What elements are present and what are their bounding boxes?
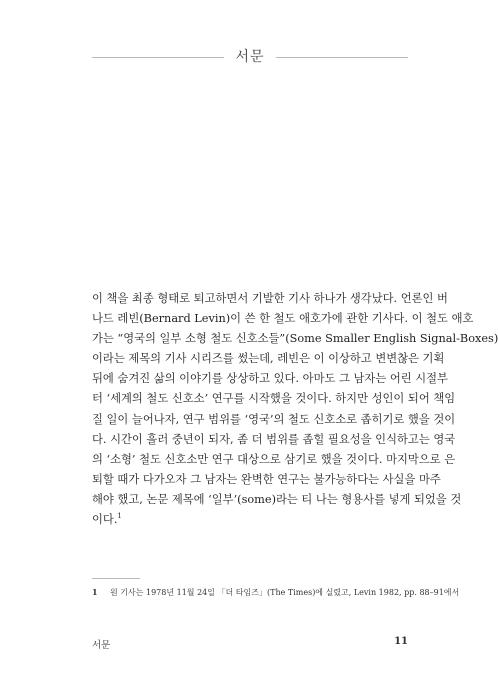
body-line: 가는 “영국의 일부 소형 철도 신호소들”(Some Smaller English Signal-Boxes) — [92, 332, 498, 346]
body-line-last — [92, 510, 408, 530]
body-line: 퇴할 때가 다가오자 그 남자는 완벽한 연구는 불가능하다는 사실을 마주 — [92, 472, 441, 486]
page-number: 11 — [394, 636, 408, 647]
body-line-text: 이다. — [92, 513, 118, 527]
running-footer-label: 서문 — [92, 640, 111, 651]
footnote — [92, 586, 460, 599]
body-paragraph — [92, 289, 498, 530]
chapter-title: 서문 — [235, 49, 265, 65]
body-line: 이 책을 최종 형태로 퇴고하면서 기발한 기사 하나가 생각났다. 언론인 버 — [92, 292, 448, 305]
header-rule-right — [276, 57, 408, 58]
footnote-number: 1 — [92, 587, 98, 597]
footnote-divider — [92, 578, 140, 579]
body-line: 이라는 제목의 기사 시리즈를 썼는데, 레빈은 이 이상하고 변변찮은 기획 — [92, 352, 445, 366]
body-line: 의 ‘소형’ 철도 신호소만 연구 대상으로 삼기로 했을 것이다. 마지막으로 은 — [92, 452, 456, 466]
body-line: 터 ‘세계의 철도 신호소’ 연구를 시작했을 것이다. 하지만 성인이 되어 책임 — [92, 392, 456, 406]
body-line: 다. 시간이 흘러 중년이 되자, 좀 더 범위를 좁힐 필요성을 인식하고는 영국 — [92, 432, 456, 446]
body-line: 질 일이 늘어나자, 연구 범위를 ‘영국’의 철도 신호소로 좁히기로 했을 것이 — [92, 412, 456, 426]
footnote-reference[interactable]: 1 — [117, 512, 122, 521]
footnote-text: 원 기사는 1978년 11월 24일 「더 타임즈」(The Times)에 실렸고, Levin 1982, pp. 88–91에서 — [110, 588, 460, 597]
body-line: 뒤에 숨겨진 삶의 이야기를 상상하고 있다. 아마도 그 남자는 어린 시절부 — [92, 372, 448, 386]
body-line: 해야 했고, 논문 제목에 ‘일부’(some)라는 티 나는 형용사를 넣게 되었을 것 — [92, 492, 462, 506]
body-line: 나드 레빈(Bernard Levin)이 쓴 한 철도 애호가에 관한 기사다. 이 철도 애호 — [92, 312, 474, 326]
chapter-header — [92, 48, 408, 68]
